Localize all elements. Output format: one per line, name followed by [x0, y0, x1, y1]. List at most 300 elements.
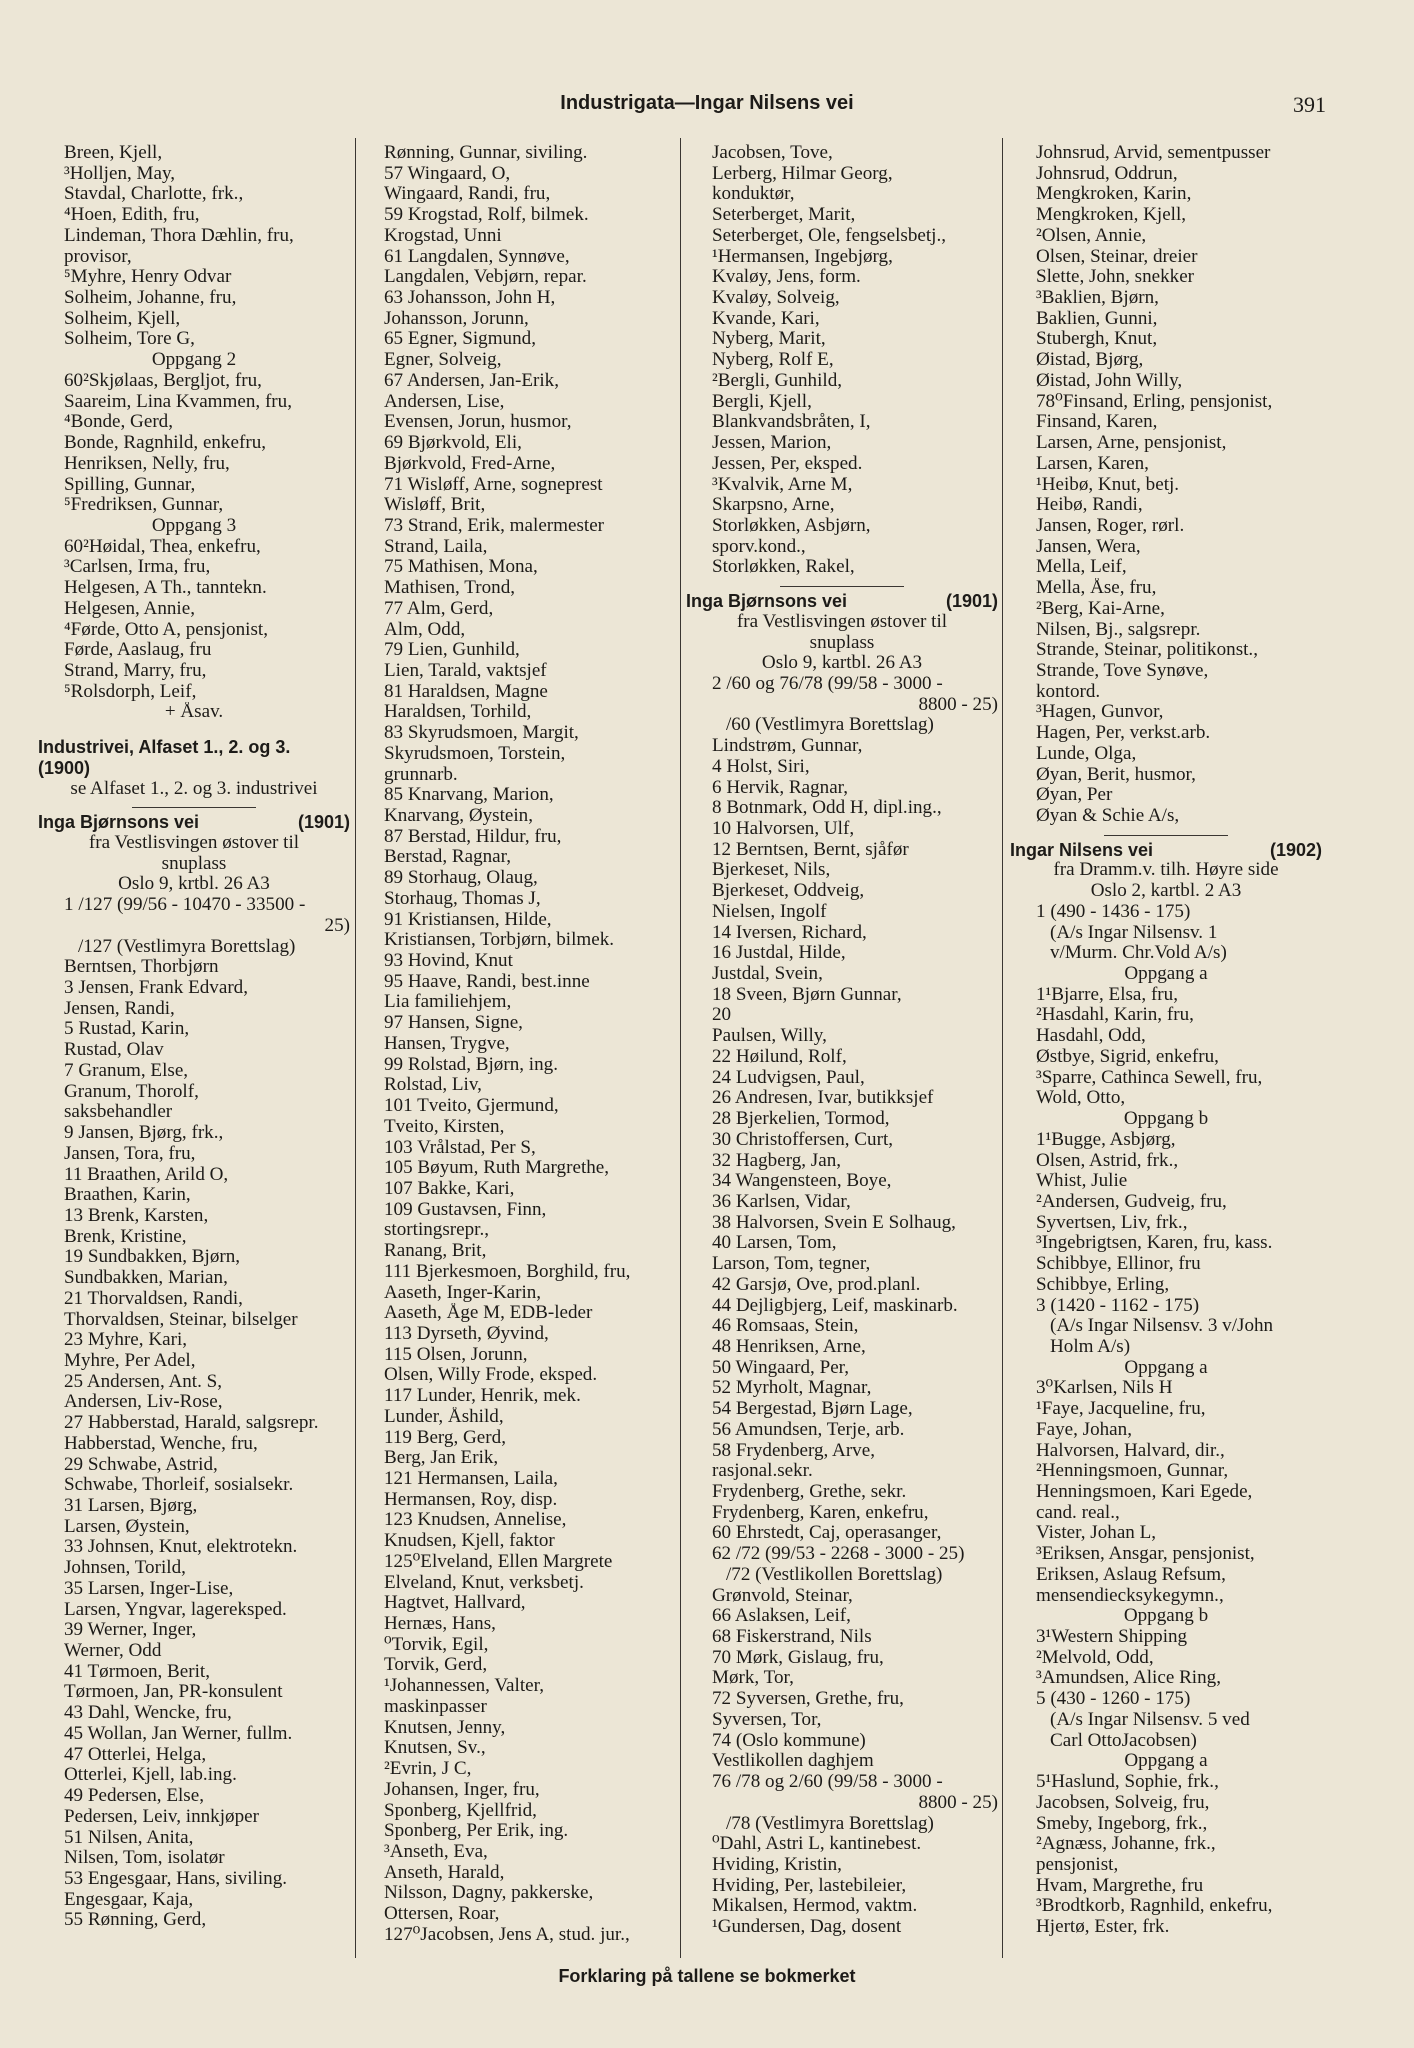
- directory-entry: Langdalen, Vebjørn, repar.: [384, 267, 587, 288]
- directory-entry: kontord.: [1036, 681, 1101, 702]
- directory-entry: 8800 - 25): [918, 694, 998, 715]
- directory-entry: Mikalsen, Hermod, vaktm.: [712, 1896, 918, 1917]
- directory-entry: Bjerkeset, Nils,: [712, 860, 831, 881]
- directory-entry: Helgesen, Annie,: [64, 598, 195, 619]
- directory-entry: maskinpasser: [384, 1696, 487, 1717]
- directory-entry: ¹Johannessen, Valter,: [384, 1676, 544, 1697]
- directory-entry: 78⁰Finsand, Erling, pensjonist,: [1036, 391, 1273, 412]
- directory-entry: Jessen, Marion,: [712, 433, 832, 454]
- directory-entry: Jansen, Roger, rørl.: [1036, 515, 1185, 536]
- directory-entry: Solheim, Tore G,: [64, 329, 195, 350]
- directory-entry: Halvorsen, Halvard, dir.,: [1036, 1440, 1225, 1461]
- directory-entry: 87 Berstad, Hildur, fru,: [384, 826, 562, 847]
- directory-entry: Olsen, Steinar, dreier: [1036, 246, 1198, 267]
- directory-entry: Saareim, Lina Kvammen, fru,: [64, 391, 292, 412]
- section-separator: [780, 586, 905, 587]
- directory-entry: ²Melvold, Odd,: [1036, 1647, 1154, 1668]
- directory-entry: 125⁰Elveland, Ellen Margrete: [384, 1551, 613, 1572]
- directory-entry: 74 (Oslo kommune): [712, 1730, 866, 1751]
- section-line: Oppgang a: [1124, 1357, 1208, 1378]
- directory-entry: Stubergh, Knut,: [1036, 329, 1158, 350]
- directory-entry: Kvaløy, Jens, form.: [712, 267, 861, 288]
- directory-entry: Nielsen, Ingolf: [712, 901, 827, 922]
- directory-entry: Lunder, Åshild,: [384, 1406, 504, 1427]
- directory-entry: Granum, Thorolf,: [64, 1081, 199, 1102]
- directory-entry: Hjertø, Ester, frk.: [1036, 1917, 1170, 1938]
- directory-entry: 123 Knudsen, Annelise,: [384, 1510, 567, 1531]
- directory-entry: Haraldsen, Torhild,: [384, 702, 532, 723]
- directory-entry: Bjørkvold, Fred-Arne,: [384, 453, 556, 474]
- directory-entry: v/Murm. Chr.Vold A/s): [1050, 943, 1227, 964]
- section-separator: [1104, 835, 1229, 836]
- directory-entry: 52 Myrholt, Magnar,: [712, 1378, 872, 1399]
- directory-entry: ²Andersen, Gudveig, fru,: [1036, 1191, 1227, 1212]
- directory-entry: Mella, Leif,: [1036, 557, 1127, 578]
- directory-entry: Habberstad, Wenche, fru,: [64, 1433, 258, 1454]
- directory-entry: 69 Bjørkvold, Eli,: [384, 433, 522, 454]
- directory-entry: Frydenberg, Grethe, sekr.: [712, 1482, 907, 1502]
- directory-entry: Hagen, Per, verkst.arb.: [1036, 723, 1211, 744]
- directory-entry: 75 Mathisen, Mona,: [384, 557, 538, 578]
- directory-entry: Øyan, Berit, husmor,: [1036, 764, 1196, 785]
- directory-entry: /78 (Vestlimyra Borettslag): [726, 1813, 934, 1834]
- directory-entry: Schibbye, Ellinor, fru: [1036, 1254, 1201, 1275]
- directory-entry: Thorvaldsen, Steinar, bilselger: [64, 1309, 298, 1330]
- directory-entry: 99 Rolstad, Bjørn, ing.: [384, 1054, 558, 1075]
- section-line: Oppgang 3: [151, 515, 237, 536]
- directory-entry: 12 Berntsen, Bernt, sjåfør: [712, 839, 909, 860]
- directory-entry: /72 (Vestlikollen Borettslag): [726, 1564, 943, 1585]
- directory-entry: 53 Engesgaar, Hans, siviling.: [64, 1868, 288, 1889]
- directory-entry: Tveito, Kirsten,: [384, 1116, 505, 1137]
- directory-entry: 24 Ludvigsen, Paul,: [712, 1067, 865, 1088]
- directory-entry: Otterlei, Kjell, lab.ing.: [64, 1765, 237, 1786]
- directory-entry: 65 Egner, Sigmund,: [384, 329, 536, 350]
- column-divider: [1002, 138, 1003, 1958]
- directory-entry: Paulsen, Willy,: [712, 1026, 827, 1047]
- directory-entry: Smeby, Ingeborg, frk.,: [1036, 1813, 1208, 1834]
- directory-entry: Evensen, Jorun, husmor,: [384, 412, 572, 433]
- directory-entry: Myhre, Per Adel,: [64, 1350, 196, 1371]
- directory-entry: Berg, Jan Erik,: [384, 1448, 499, 1469]
- directory-entry: Finsand, Karen,: [1036, 412, 1158, 433]
- directory-entry: 27 Habberstad, Harald, salgsrepr.: [64, 1413, 319, 1434]
- directory-entry: Sponberg, Kjellfrid,: [384, 1800, 537, 1821]
- directory-entry: 28 Bjerkelien, Tormod,: [712, 1109, 890, 1130]
- directory-entry: 113 Dyrseth, Øyvind,: [384, 1323, 549, 1344]
- directory-entry: 77 Alm, Gerd,: [384, 598, 494, 619]
- directory-entry: saksbehandler: [64, 1102, 173, 1123]
- directory-entry: Johansson, Jorunn,: [384, 308, 529, 329]
- street-year: (1901): [297, 812, 350, 833]
- directory-entry: 107 Bakke, Kari,: [384, 1178, 515, 1199]
- directory-entry: Henningsmoen, Kari Egede,: [1036, 1482, 1253, 1502]
- directory-entry: Solheim, Kjell,: [64, 308, 181, 329]
- directory-entry: 46 Romsaas, Stein,: [712, 1316, 859, 1337]
- directory-entry: Aaseth, Inger-Karin,: [384, 1282, 542, 1303]
- section-line: Oppgang b: [1123, 1606, 1209, 1627]
- directory-entry: ⁴Hoen, Edith, fru,: [64, 205, 200, 226]
- directory-entry: Kristiansen, Torbjørn, bilmek.: [384, 930, 615, 951]
- directory-entry: sporv.kond.,: [712, 536, 806, 557]
- directory-entry: Hernæs, Hans,: [384, 1614, 496, 1635]
- directory-entry: 67 Andersen, Jan-Erik,: [384, 370, 559, 391]
- directory-entry: Grønvold, Steinar,: [712, 1585, 853, 1606]
- directory-entry: Wisløff, Brit,: [384, 495, 486, 516]
- footer-note: Forklaring på tallene se bokmerket: [558, 1966, 856, 1986]
- directory-entry: Andersen, Lise,: [384, 391, 505, 412]
- directory-entry: Førde, Aaslaug, fru: [64, 640, 212, 661]
- directory-entry: ³Eriksen, Ansgar, pensjonist,: [1036, 1544, 1255, 1565]
- directory-entry: 5 (430 - 1260 - 175): [1036, 1689, 1191, 1710]
- directory-entry: ⁰Dahl, Astri L, kantinebest.: [712, 1834, 922, 1855]
- directory-entry: Hviding, Per, lastebileier,: [712, 1875, 907, 1896]
- directory-entry: Jacobsen, Solveig, fru,: [1036, 1792, 1210, 1813]
- directory-entry: 91 Kristiansen, Hilde,: [384, 909, 552, 930]
- directory-entry: 42 Garsjø, Ove, prod.planl.: [712, 1274, 921, 1295]
- directory-entry: Lindstrøm, Gunnar,: [712, 736, 863, 757]
- directory-entry: Larson, Tom, tegner,: [712, 1254, 871, 1275]
- directory-entry: 57 Wingaard, O,: [384, 163, 511, 184]
- directory-entry: ¹Heibø, Knut, betj.: [1036, 474, 1180, 495]
- directory-entry: Seterberget, Marit,: [712, 205, 856, 226]
- directory-entry: Jessen, Per, eksped.: [712, 453, 863, 474]
- directory-entry: Storløkken, Rakel,: [712, 557, 855, 578]
- directory-entry: Østbye, Sigrid, enkefru,: [1036, 1046, 1219, 1067]
- directory-column-2: [358, 143, 670, 1946]
- directory-entry: Øyan, Per: [1036, 785, 1113, 806]
- directory-entry: konduktør,: [712, 184, 795, 205]
- section-separator: [132, 807, 257, 808]
- directory-entry: Justdal, Svein,: [712, 964, 823, 985]
- directory-entry: 109 Gustavsen, Finn,: [384, 1199, 547, 1220]
- directory-entry: Henriksen, Nelly, fru,: [64, 453, 230, 474]
- street-year: (1901): [945, 591, 998, 612]
- directory-entry: ⁵Fredriksen, Gunnar,: [64, 495, 224, 516]
- directory-entry: Lindeman, Thora Dæhlin, fru,: [64, 225, 294, 246]
- directory-entry: Syvertsen, Liv, frk.,: [1036, 1212, 1188, 1233]
- running-title: Industrigata—Ingar Nilsens vei: [560, 92, 854, 114]
- directory-entry: Lerberg, Hilmar Georg,: [712, 163, 893, 184]
- directory-entry: 8 Botnmark, Odd H, dipl.ing.,: [712, 798, 942, 819]
- directory-entry: Heibø, Randi,: [1036, 495, 1143, 516]
- directory-entry: 44 Dejligbjerg, Leif, maskinarb.: [712, 1295, 958, 1316]
- directory-entry: ²Henningsmoen, Gunnar,: [1036, 1461, 1229, 1482]
- directory-entry: ³Holljen, May,: [64, 163, 176, 184]
- directory-entry: Lunde, Olga,: [1036, 743, 1137, 764]
- directory-entry: Hansen, Trygve,: [384, 1033, 510, 1054]
- directory-entry: 68 Fiskerstrand, Nils: [712, 1627, 872, 1648]
- directory-entry: Frydenberg, Karen, enkefru,: [712, 1502, 929, 1523]
- directory-entry: Nyberg, Marit,: [712, 329, 826, 350]
- directory-entry: Storhaug, Thomas J,: [384, 888, 541, 909]
- directory-entry: 21 Thorvaldsen, Randi,: [64, 1288, 243, 1309]
- directory-column-4: [1010, 143, 1322, 1938]
- directory-entry: 41 Tørmoen, Berit,: [64, 1661, 211, 1682]
- directory-entry: Nyberg, Rolf E,: [712, 350, 834, 371]
- directory-entry: ²Agnæss, Johanne, frk.,: [1036, 1834, 1216, 1855]
- directory-entry: Syversen, Tor,: [712, 1709, 822, 1730]
- directory-entry: Jacobsen, Tove,: [712, 143, 833, 163]
- column-divider: [355, 138, 356, 1958]
- directory-entry: 73 Strand, Erik, malermester: [384, 515, 605, 536]
- directory-entry: Tørmoen, Jan, PR-konsulent: [64, 1682, 283, 1703]
- directory-entry: Øistad, Bjørg,: [1036, 350, 1144, 371]
- section-line: Oslo 2, kartbl. 2 A3: [1090, 881, 1242, 902]
- directory-entry: ⁴Bonde, Gerd,: [64, 412, 173, 433]
- directory-entry: 62 /72 (99/53 - 2268 - 3000 - 25): [712, 1544, 965, 1565]
- directory-entry: 30 Christoffersen, Curt,: [712, 1129, 894, 1150]
- directory-entry: ¹Hermansen, Ingebjørg,: [712, 246, 893, 267]
- section-line: fra Vestlisvingen østover til: [88, 833, 300, 853]
- directory-entry: 60²Skjølaas, Bergljot, fru,: [64, 370, 262, 391]
- directory-entry: 66 Aslaksen, Leif,: [712, 1606, 851, 1627]
- directory-entry: Wold, Otto,: [1036, 1088, 1126, 1109]
- directory-entry: Kvande, Kari,: [712, 308, 820, 329]
- directory-entry: Øistad, John Willy,: [1036, 370, 1183, 391]
- street-heading: [38, 812, 350, 833]
- directory-entry: 111 Bjerkesmoen, Borghild, fru,: [384, 1261, 631, 1282]
- directory-entry: 26 Andresen, Ivar, butikksjef: [712, 1088, 934, 1109]
- directory-entry: 7 Granum, Else,: [64, 1060, 189, 1081]
- directory-entry: Mørk, Tor,: [712, 1668, 794, 1689]
- directory-entry: Andersen, Liv-Rose,: [64, 1392, 223, 1413]
- directory-entry: ⁰Torvik, Egil,: [384, 1634, 489, 1655]
- directory-entry: 20: [712, 1005, 732, 1026]
- directory-entry: Skyrudsmoen, Torstein,: [384, 743, 566, 764]
- directory-entry: Slette, John, snekker: [1036, 267, 1195, 288]
- directory-entry: Skarpsno, Arne,: [712, 495, 835, 516]
- directory-entry: 58 Frydenberg, Arve,: [712, 1440, 875, 1461]
- directory-entry: Ranang, Brit,: [384, 1241, 487, 1262]
- street-heading: [38, 758, 350, 779]
- directory-entry: Sundbakken, Marian,: [64, 1268, 228, 1289]
- directory-entry: Jansen, Wera,: [1036, 536, 1141, 557]
- directory-entry: 25 Andersen, Ant. S,: [64, 1371, 223, 1392]
- directory-entry: Rolstad, Liv,: [384, 1075, 482, 1096]
- directory-entry: 117 Lunder, Henrik, mek.: [384, 1386, 581, 1407]
- street-year: (1902): [1269, 839, 1322, 860]
- street-name: (1900): [38, 757, 91, 778]
- section-line: snuplass: [161, 853, 227, 874]
- directory-entry: Spilling, Gunnar,: [64, 474, 196, 495]
- directory-entry: Werner, Odd: [64, 1641, 162, 1662]
- directory-entry: 70 Mørk, Gislaug, fru,: [712, 1647, 884, 1668]
- directory-entry: provisor,: [64, 246, 132, 267]
- directory-entry: Vestlikollen daghjem: [712, 1751, 874, 1772]
- section-line: Oppgang a: [1124, 1751, 1208, 1772]
- directory-entry: 1¹Bugge, Asbjørg,: [1036, 1129, 1176, 1150]
- directory-entry: ³Hagen, Gunvor,: [1036, 702, 1164, 723]
- directory-entry: stortingsrepr.,: [384, 1220, 490, 1241]
- directory-entry: Larsen, Øystein,: [64, 1516, 190, 1537]
- directory-entry: Eriksen, Aslaug Refsum,: [1036, 1564, 1226, 1585]
- directory-entry: Alm, Odd,: [384, 619, 466, 640]
- directory-entry: 50 Wingaard, Per,: [712, 1357, 850, 1378]
- directory-entry: 4 Holst, Siri,: [712, 756, 810, 777]
- directory-entry: 119 Berg, Gerd,: [384, 1427, 506, 1448]
- directory-entry: 1¹Bjarre, Elsa, fru,: [1036, 984, 1178, 1005]
- directory-entry: Lien, Tarald, vaktsjef: [384, 660, 547, 681]
- directory-entry: 59 Krogstad, Rolf, bilmek.: [384, 205, 589, 226]
- directory-entry: Hagtvet, Hallvard,: [384, 1593, 526, 1614]
- directory-entry: cand. real.,: [1036, 1502, 1120, 1523]
- directory-entry: Faye, Johan,: [1036, 1419, 1132, 1440]
- section-line: Oppgang a: [1124, 964, 1208, 985]
- directory-entry: Larsen, Karen,: [1036, 453, 1149, 474]
- directory-entry: 36 Karlsen, Vidar,: [712, 1191, 851, 1212]
- section-line: fra Vestlisvingen østover til: [736, 611, 948, 632]
- directory-entry: Knudsen, Kjell, faktor: [384, 1531, 555, 1552]
- directory-entry: 34 Wangensteen, Boye,: [712, 1171, 892, 1192]
- directory-entry: ³Ingebrigtsen, Karen, fru, kass.: [1036, 1233, 1273, 1254]
- directory-entry: Bjerkeset, Oddveig,: [712, 881, 865, 902]
- directory-entry: Jansen, Tora, fru,: [64, 1143, 196, 1164]
- directory-column-1: [38, 143, 350, 1931]
- directory-entry: Strande, Tove Synøve,: [1036, 660, 1209, 681]
- directory-entry: 38 Halvorsen, Svein E Solhaug,: [712, 1212, 956, 1233]
- directory-entry: Berntsen, Thorbjørn: [64, 957, 219, 978]
- directory-entry: 3¹Western Shipping: [1036, 1627, 1188, 1648]
- directory-entry: ⁵Myhre, Henry Odvar: [64, 267, 232, 288]
- street-name: Inga Bjørnsons vei: [38, 812, 200, 833]
- directory-entry: 5 Rustad, Karin,: [64, 1019, 190, 1040]
- directory-entry: Johnsrud, Arvid, sementpusser: [1036, 143, 1271, 163]
- directory-entry: 61 Langdalen, Synnøve,: [384, 246, 570, 267]
- directory-entry: Egner, Solveig,: [384, 350, 502, 371]
- directory-entry: 3 (1420 - 1162 - 175): [1036, 1295, 1200, 1316]
- spacer: [38, 723, 350, 737]
- directory-entry: ²Evrin, J C,: [384, 1759, 472, 1780]
- directory-entry: Olsen, Willy Frode, eksped.: [384, 1365, 598, 1386]
- directory-entry: 8800 - 25): [918, 1792, 998, 1813]
- directory-entry: 97 Hansen, Signe,: [384, 1013, 523, 1034]
- directory-entry: /60 (Vestlimyra Borettslag): [726, 715, 934, 736]
- directory-entry: 32 Hagberg, Jan,: [712, 1150, 842, 1171]
- directory-entry: 51 Nilsen, Anita,: [64, 1827, 194, 1848]
- directory-entry: ³Kvalvik, Arne M,: [712, 474, 853, 495]
- directory-entry: Mathisen, Trond,: [384, 578, 516, 599]
- directory-entry: 71 Wisløff, Arne, sogneprest: [384, 474, 603, 495]
- column-divider: [680, 138, 681, 1958]
- section-line: se Alfaset 1., 2. og 3. industrivei: [70, 778, 318, 799]
- directory-entry: ³Anseth, Eva,: [384, 1841, 488, 1862]
- directory-entry: Schwabe, Thorleif, sosialsekr.: [64, 1475, 294, 1496]
- directory-entry: Carl OttoJacobsen): [1050, 1730, 1197, 1751]
- directory-entry: 45 Wollan, Jan Werner, fullm.: [64, 1723, 293, 1744]
- directory-entry: Johansen, Inger, fru,: [384, 1779, 540, 1800]
- directory-entry: Solheim, Johanne, fru,: [64, 288, 237, 309]
- directory-entry: 6 Hervik, Ragnar,: [712, 777, 849, 798]
- directory-entry: (A/s Ingar Nilsensv. 5 ved: [1050, 1709, 1250, 1730]
- directory-entry: Engesgaar, Kaja,: [64, 1889, 194, 1910]
- directory-entry: 49 Pedersen, Else,: [64, 1786, 204, 1807]
- directory-entry: ²Bergli, Gunhild,: [712, 370, 843, 391]
- directory-entry: (A/s Ingar Nilsensv. 3 v/John: [1050, 1316, 1274, 1337]
- directory-entry: 115 Olsen, Jorunn,: [384, 1344, 528, 1365]
- street-heading: [1010, 840, 1322, 861]
- directory-entry: Jensen, Randi,: [64, 998, 175, 1019]
- directory-entry: Mella, Åse, fru,: [1036, 578, 1157, 599]
- directory-entry: 56 Amundsen, Terje, arb.: [712, 1419, 905, 1440]
- directory-entry: Rustad, Olav: [64, 1040, 164, 1061]
- directory-entry: ¹Gundersen, Dag, dosent: [712, 1917, 902, 1938]
- directory-entry: 5¹Haslund, Sophie, frk.,: [1036, 1772, 1219, 1793]
- directory-entry: Whist, Julie: [1036, 1171, 1128, 1192]
- directory-entry: ²Berg, Kai-Arne,: [1036, 598, 1165, 619]
- directory-entry: 103 Vrålstad, Per S,: [384, 1137, 536, 1158]
- directory-entry: Nilsen, Bj., salgsrepr.: [1036, 619, 1201, 640]
- directory-entry: 93 Hovind, Knut: [384, 951, 513, 972]
- directory-entry: grunnarb.: [384, 764, 458, 785]
- directory-entry: 63 Johansson, John H,: [384, 288, 556, 309]
- directory-entry: Breen, Kjell,: [64, 143, 163, 163]
- directory-entry: 25): [324, 915, 350, 936]
- street-heading: [38, 737, 350, 758]
- directory-entry: 76 /78 og 2/60 (99/58 - 3000 -: [712, 1772, 943, 1793]
- directory-entry: 23 Myhre, Kari,: [64, 1330, 188, 1351]
- directory-entry: Nilsen, Tom, isolatør: [64, 1848, 225, 1869]
- directory-entry: Seterberget, Ole, fengselsbetj.,: [712, 225, 947, 246]
- directory-entry: 18 Sveen, Bjørn Gunnar,: [712, 984, 902, 1005]
- directory-entry: /127 (Vestlimyra Borettslag): [78, 936, 296, 957]
- page-number: 391: [1293, 92, 1326, 117]
- directory-entry: 40 Larsen, Tom,: [712, 1233, 837, 1254]
- section-line: fra Dramm.v. tilh. Høyre side: [1053, 860, 1279, 881]
- directory-entry: ³Sparre, Cathinca Sewell, fru,: [1036, 1067, 1263, 1088]
- directory-entry: 95 Haave, Randi, best.inne: [384, 971, 590, 992]
- directory-entry: 2 /60 og 76/78 (99/58 - 3000 -: [712, 673, 943, 694]
- directory-entry: Strande, Steinar, politikonst.,: [1036, 640, 1258, 661]
- directory-entry: 1 (490 - 1436 - 175): [1036, 901, 1191, 922]
- directory-entry: Wingaard, Randi, fru,: [384, 184, 551, 205]
- directory-entry: Bergli, Kjell,: [712, 391, 812, 412]
- directory-entry: 35 Larsen, Inger-Lise,: [64, 1578, 234, 1599]
- directory-entry: Stavdal, Charlotte, frk.,: [64, 184, 244, 205]
- directory-entry: 29 Schwabe, Astrid,: [64, 1454, 218, 1475]
- directory-entry: pensjonist,: [1036, 1854, 1119, 1875]
- section-line: Oslo 9, krtbl. 26 A3: [118, 874, 270, 895]
- directory-entry: 22 Høilund, Rolf,: [712, 1046, 847, 1067]
- directory-entry: ⁵Rolsdorph, Leif,: [64, 681, 197, 702]
- directory-entry: Strand, Laila,: [384, 536, 488, 557]
- directory-entry: ³Amundsen, Alice Ring,: [1036, 1668, 1221, 1689]
- directory-entry: 101 Tveito, Gjermund,: [384, 1096, 559, 1117]
- directory-entry: 121 Hermansen, Laila,: [384, 1469, 558, 1489]
- directory-entry: Knutsen, Sv.,: [384, 1738, 486, 1759]
- section-line: + Åsav.: [164, 702, 224, 723]
- directory-entry: 16 Justdal, Hilde,: [712, 943, 846, 964]
- directory-entry: 72 Syversen, Grethe, fru,: [712, 1689, 904, 1710]
- directory-entry: 43 Dahl, Wencke, fru,: [64, 1703, 232, 1724]
- directory-entry: Olsen, Astrid, frk.,: [1036, 1150, 1179, 1171]
- directory-entry: 60²Høidal, Thea, enkefru,: [64, 536, 261, 557]
- directory-entry: 48 Henriksen, Arne,: [712, 1336, 866, 1357]
- directory-entry: 9 Jansen, Bjørg, frk.,: [64, 1123, 224, 1144]
- directory-entry: 83 Skyrudsmoen, Margit,: [384, 723, 579, 744]
- directory-entry: 1 /127 (99/56 - 10470 - 33500 -: [64, 895, 306, 916]
- directory-entry: ³Baklien, Bjørn,: [1036, 288, 1159, 309]
- directory-entry: Larsen, Yngvar, lagereksped.: [64, 1599, 287, 1620]
- street-heading: [686, 591, 998, 612]
- directory-entry: 39 Werner, Inger,: [64, 1620, 197, 1641]
- directory-entry: Baklien, Gunni,: [1036, 308, 1158, 329]
- directory-entry: Brenk, Kristine,: [64, 1226, 187, 1247]
- street-name: Industrivei, Alfaset 1., 2. og 3.: [38, 737, 291, 758]
- directory-entry: 10 Halvorsen, Ulf,: [712, 819, 855, 839]
- directory-entry: Pedersen, Leiv, innkjøper: [64, 1806, 259, 1827]
- directory-entry: Anseth, Harald,: [384, 1862, 505, 1883]
